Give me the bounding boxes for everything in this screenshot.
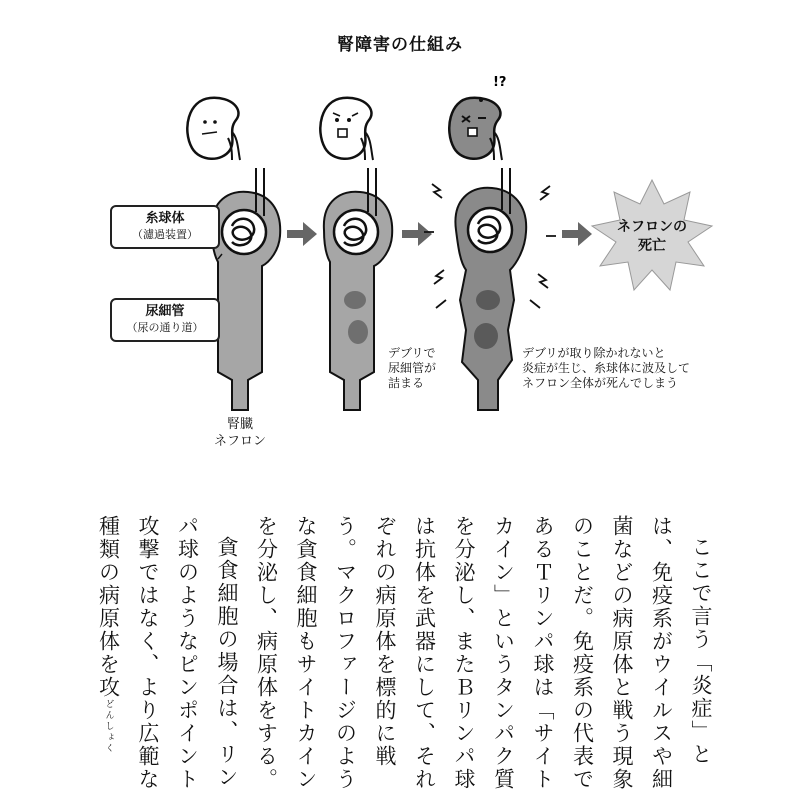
death-label: ネフロンの 死亡 xyxy=(617,219,687,254)
debris-clump xyxy=(348,320,368,344)
body-text xyxy=(60,515,720,800)
debris-clump xyxy=(474,323,498,349)
kidney-sick-icon xyxy=(449,75,506,160)
figure-title: 腎障害の仕組み xyxy=(337,35,463,55)
progress-arrow-3 xyxy=(562,222,592,246)
kidney-calm-icon xyxy=(187,98,240,160)
nephron-clogged xyxy=(324,168,392,410)
tubule-label: 尿細管 （尿の通り道） xyxy=(110,298,220,342)
paragraph-2 xyxy=(88,515,246,800)
inflammation-caption: デブリが取り除かれないと 炎症が生じ、糸球体に波及して ネフロン全体が死んでしまう xyxy=(522,346,691,390)
debris-caption: デブリで 尿細管が 詰まる xyxy=(388,346,437,390)
progress-arrow-1 xyxy=(287,222,317,246)
nephron-healthy xyxy=(210,168,280,410)
progress-arrow-2 xyxy=(402,222,432,246)
kidney-worried-icon xyxy=(320,98,373,160)
paragraph-1: ここで言う「炎症」とは、免疫系がウイルスや細菌などの病原体と戦う現象のことだ。免疫系の代表であるＴリンパ球は「サイトカイン」というタンパク質を分泌し、またＢリンパ球は抗体を武器にして、それぞれの病原体を標的に戦う。マクロファージのような貪食細胞もサイトカインを分泌し、病原体をする。 xyxy=(254,515,713,791)
svg-text:!?: !? xyxy=(493,75,507,90)
nephron-caption: 腎臓 ネフロン xyxy=(213,417,266,449)
paragraph-2-text: 貪食細胞の場合は、リンパ球のようなピンポイント攻撃ではなく、より広範な種類の病原体を攻 xyxy=(96,515,239,791)
ruby-reading: どんしょく xyxy=(103,699,114,754)
glomerulus-label: 糸球体 （濾過装置） xyxy=(110,205,220,249)
debris-clump xyxy=(344,291,366,309)
debris-clump xyxy=(476,290,500,310)
